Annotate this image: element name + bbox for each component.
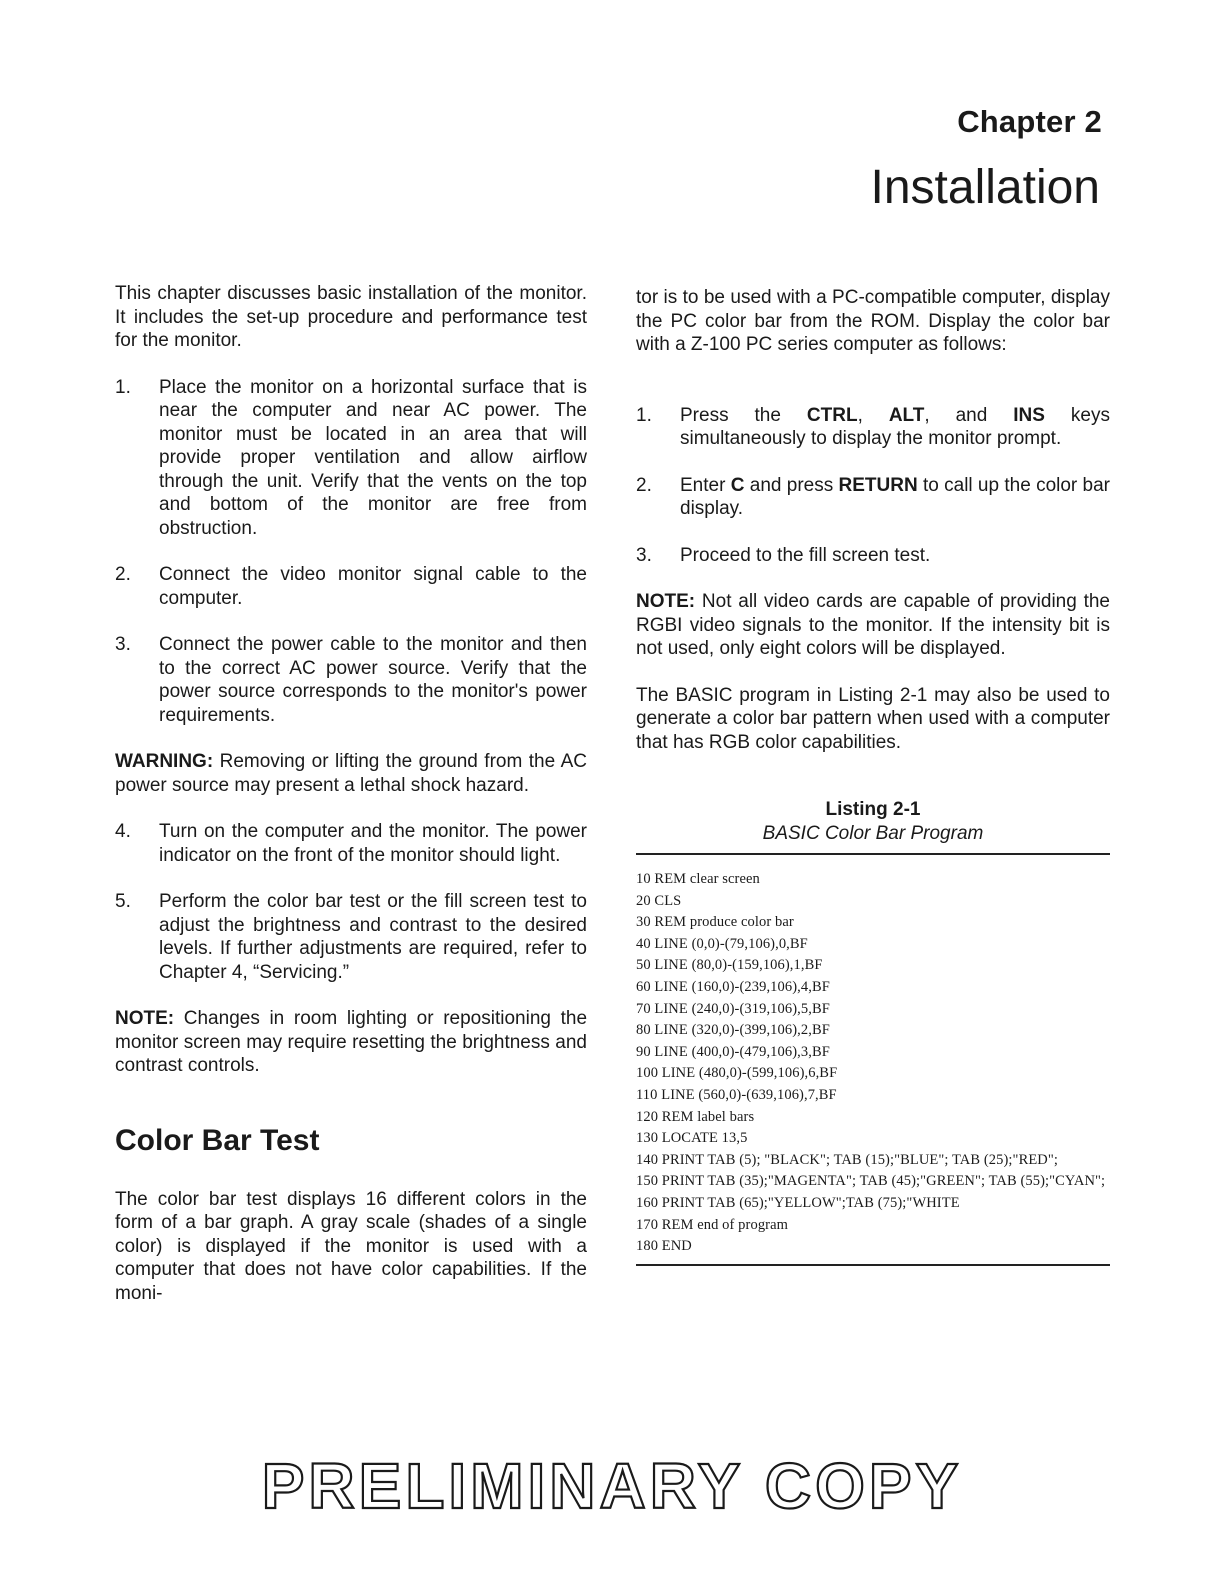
code-line: 150 PRINT TAB (35);"MAGENTA"; TAB (45);"GREEN"; TAB (55);"CYAN"; — [636, 1173, 1106, 1190]
key-alt: ALT — [888, 404, 925, 426]
key-ins: INS — [1013, 404, 1045, 426]
code-line: 30 REM produce color bar — [636, 914, 794, 931]
color-bar-paragraph: The color bar test displays 16 different colors in the form of a bar graph. A gray scale (shades of a single color) is displayed if the monitor is used with a computer that does not have color capabilities. If the moni- — [115, 1188, 587, 1304]
code-line: 130 LOCATE 13,5 — [636, 1130, 748, 1147]
code-line: 160 PRINT TAB (65);"YELLOW";TAB (75);"WHITE — [636, 1194, 960, 1211]
code-line: 170 REM end of program — [636, 1216, 789, 1233]
step-text: Enter C and press RETURN to call up the color bar display. — [680, 474, 1111, 519]
continuation-paragraph: tor is to be used with a PC-compatible computer, display the PC color bar from the ROM. Display the color bar with a Z-100 PC series computer as follows: — [636, 287, 1110, 355]
note-paragraph — [115, 1007, 587, 1078]
listing-title: Listing 2-1 — [825, 799, 921, 820]
listing-caption — [636, 798, 1110, 845]
listing-bottom-rule — [636, 1264, 1110, 1266]
code-line: 140 PRINT TAB (5); "BLACK"; TAB (15);"BLUE"; TAB (25);"RED"; — [636, 1151, 1059, 1168]
step-text: Place the monitor on a horizontal surface that is near the computer and near AC power. The monitor must be located in an area that will provide proper ventilation and allow airflow through the unit. Verify that the vents on the top and bottom of the monitor are free from obstruction. — [159, 376, 587, 539]
key-return: RETURN — [838, 474, 918, 496]
code-line: 20 CLS — [636, 892, 682, 909]
intro-paragraph: This chapter discusses basic installation of the monitor. It includes the set-up procedure and performance test for the monitor. — [115, 283, 587, 351]
step-number: 2. — [636, 474, 652, 496]
list-item — [115, 563, 587, 610]
step-number: 4. — [115, 821, 131, 842]
watermark-graphic — [242, 1452, 982, 1522]
setup-steps-list-continued — [115, 820, 587, 984]
note-text: Changes in room lighting or repositioning the monitor screen may require resetting the brightness and contrast controls. — [115, 1008, 588, 1076]
listing-subtitle: BASIC Color Bar Program — [762, 822, 984, 844]
note-text: Not all video cards are capable of providing the RGBI video signals to the monitor. If the intensity bit is not used, only eight colors will be displayed. — [636, 591, 1111, 659]
code-line: 70 LINE (240,0)-(319,106),5,BF — [636, 1000, 830, 1017]
code-line: 100 LINE (480,0)-(599,106),6,BF — [636, 1065, 838, 1082]
left-column — [115, 282, 587, 1305]
step-text: Connect the video monitor signal cable to the computer. — [159, 564, 587, 609]
list-item — [115, 633, 587, 727]
code-listing — [636, 869, 1110, 1264]
step-text: Perform the color bar test or the fill screen test to adjust the brightness and contrast to the desired levels. If further adjustments are required, refer to Chapter 4, “Servicing.” — [159, 891, 587, 983]
chapter-title: Installation — [870, 161, 1100, 214]
step-number: 1. — [636, 404, 652, 426]
right-column — [636, 286, 1110, 1266]
chapter-label: Chapter 2 — [957, 104, 1102, 139]
step-text: Proceed to the fill screen test. — [680, 544, 931, 566]
code-line: 50 LINE (80,0)-(159,106),1,BF — [636, 957, 823, 974]
code-line: 60 LINE (160,0)-(239,106),4,BF — [636, 978, 830, 995]
note-label: NOTE: — [115, 1008, 175, 1029]
basic-paragraph: The BASIC program in Listing 2-1 may also be used to generate a color bar pattern when used with a computer that has RGB color capabilities. — [636, 684, 1110, 753]
code-line: 80 LINE (320,0)-(399,106),2,BF — [636, 1022, 830, 1039]
warning-text: Removing or lifting the ground from the AC power source may present a lethal shock hazard. — [115, 751, 587, 796]
step-number: 5. — [115, 891, 131, 912]
warning-label: WARNING: — [115, 751, 214, 772]
code-line: 10 REM clear screen — [636, 871, 760, 887]
step-number: 3. — [115, 634, 131, 655]
list-item — [115, 820, 587, 867]
note-label: NOTE: — [636, 591, 696, 612]
code-line: 90 LINE (400,0)-(479,106),3,BF — [636, 1043, 830, 1060]
code-line: 180 END — [636, 1238, 692, 1255]
step-number: 2. — [115, 564, 131, 585]
setup-steps-list — [115, 376, 587, 728]
preliminary-copy-watermark — [0, 1452, 1224, 1522]
code-line: 40 LINE (0,0)-(79,106),0,BF — [636, 935, 808, 952]
list-item — [115, 890, 587, 984]
step-text: Turn on the computer and the monitor. The power indicator on the front of the monitor should light. — [159, 821, 587, 866]
list-item — [636, 544, 1110, 568]
section-heading: Color Bar Test — [115, 1123, 320, 1157]
list-item — [115, 376, 587, 541]
list-item — [636, 404, 1110, 451]
code-line: 120 REM label bars — [636, 1108, 755, 1125]
note-paragraph — [636, 590, 1110, 661]
key-c: C — [730, 474, 745, 496]
step-text: Connect the power cable to the monitor and then to the correct AC power source. Verify that the power source corresponds to the monitor's power requirements. — [159, 634, 587, 726]
step-number: 3. — [636, 544, 652, 566]
watermark-text: PRELIMINARY COPY — [261, 1452, 963, 1522]
color-bar-steps-list — [636, 404, 1110, 568]
warning-paragraph — [115, 750, 587, 797]
key-ctrl: CTRL — [806, 404, 858, 426]
step-text: Press the CTRL, ALT, and INS keys simultaneously to display the monitor prompt. — [680, 404, 1110, 449]
code-line: 110 LINE (560,0)-(639,106),7,BF — [636, 1086, 837, 1103]
listing-top-rule — [636, 853, 1110, 855]
list-item — [636, 474, 1110, 521]
step-number: 1. — [115, 376, 131, 398]
